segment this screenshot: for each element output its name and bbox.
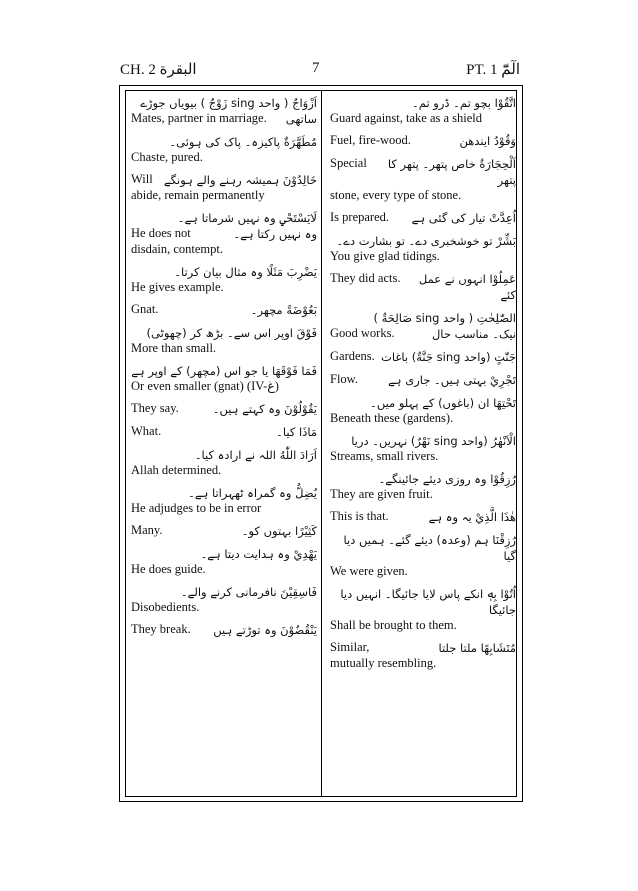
urdu-gloss: ساتھی: [285, 112, 317, 126]
urdu-arabic-term: اَرَادَ اللّٰهُ اللہ نے ارادہ کیا۔: [194, 448, 317, 462]
glossary-entry: [131, 424, 317, 440]
english-meaning: He adjudges to be in error: [131, 501, 262, 515]
english-meaning: Special: [330, 156, 367, 170]
glossary-entry: [131, 302, 317, 318]
glossary-entry: [330, 233, 516, 264]
urdu-arabic-term: عَمِلُوْا انہوں نے عمل کئے: [418, 272, 516, 302]
english-meaning: Will: [131, 172, 153, 186]
english-meaning: Flow.: [330, 372, 359, 386]
urdu-arabic-term: تَجْرِيْ بہتی ہیں۔ جاری ہے: [388, 373, 516, 387]
urdu-arabic-term: وَقُوْدُ ایندھن: [459, 134, 516, 148]
english-meaning-continued: disdain, contempt.: [131, 242, 223, 256]
urdu-arabic-term: رُزِقُوْا وہ روزی دیئے جائینگے۔: [378, 472, 516, 486]
page-header: [120, 60, 520, 82]
urdu-arabic-term: يَضْرِبَ مَثَلًا وہ مثال بیان کرتا۔: [174, 265, 317, 279]
glossary-entry: [330, 586, 516, 633]
glossary-entry: [131, 172, 317, 203]
glossary-entry: [330, 210, 516, 226]
english-meaning: He does not: [131, 226, 191, 240]
urdu-arabic-term: اَلْحِجَارَةُ خاص پتھر۔ پتھر کا پتھر: [387, 157, 516, 187]
glossary-entry: [131, 134, 317, 165]
english-meaning-continued: abide, remain permanently: [131, 188, 265, 202]
english-meaning: Allah determined.: [131, 463, 222, 477]
urdu-arabic-term: يَنْقُضُوْنَ وہ توڑتے ہیں: [213, 623, 317, 637]
english-meaning: Fuel, fire-wood.: [330, 133, 411, 147]
english-meaning: He gives example.: [131, 280, 224, 294]
glossary-entry: [131, 546, 317, 577]
urdu-arabic-term: تَحْتِهَا ان (باغوں) کے پہلو میں۔: [370, 396, 516, 410]
glossary-entry: [330, 509, 516, 525]
glossary-entry: [131, 523, 317, 539]
part-label: PT. 1 الٓمّٓ: [466, 62, 520, 78]
glossary-entry: [330, 95, 516, 126]
english-meaning: Chaste, pured.: [131, 150, 203, 164]
glossary-entry: [330, 372, 516, 388]
glossary-entry: [330, 156, 516, 203]
english-meaning: Disobedients.: [131, 600, 200, 614]
english-meaning: Similar,: [330, 640, 370, 654]
glossary-entry: [131, 210, 317, 257]
english-meaning: He does guide.: [131, 562, 206, 576]
urdu-arabic-term: مَاذَا کیا۔: [276, 425, 317, 439]
english-meaning: Gardens.: [330, 349, 375, 363]
english-meaning: They say.: [131, 401, 179, 415]
english-meaning: Many.: [131, 523, 163, 537]
glossary-entry: [131, 622, 317, 638]
urdu-arabic-term: كَثِيْرًا بہتوں کو۔: [241, 524, 317, 538]
english-meaning: They are given fruit.: [330, 487, 433, 501]
right-glossary-column: [330, 95, 516, 795]
urdu-arabic-term: رُزِقْنَا ہم (وعدہ) دیئے گئے۔ ہمیں دیا گیا: [343, 533, 516, 563]
urdu-arabic-term: اَزْوَاجٌ ( واحد sing زَوْجٌ ) بیویاں جوڑے: [140, 96, 317, 110]
glossary-entry: [330, 310, 516, 342]
english-meaning: What.: [131, 424, 162, 438]
urdu-arabic-term: خَالِدُوْنَ ہمیشہ رہنے والے ہونگے: [163, 173, 317, 187]
english-meaning: They break.: [131, 622, 191, 636]
english-meaning: Mates, partner in marriage.: [131, 111, 267, 125]
urdu-arabic-term: اُعِدَّتْ تیار کی گئی ہے: [411, 211, 516, 225]
english-meaning-continued: stone, every type of stone.: [330, 188, 462, 202]
left-glossary-column: [131, 95, 317, 795]
glossary-entry: [131, 363, 317, 394]
english-meaning: This is that.: [330, 509, 389, 523]
glossary-entry: [330, 532, 516, 579]
glossary-entry: [131, 447, 317, 478]
english-meaning: You give glad tidings.: [330, 249, 440, 263]
english-meaning: More than small.: [131, 341, 217, 355]
english-meaning: Or even smaller (gnat) (IV-غ): [131, 379, 279, 393]
glossary-entry: [131, 325, 317, 356]
glossary-entry: [330, 271, 516, 303]
column-divider: [321, 90, 322, 797]
urdu-arabic-term: بَشِّرْ تو خوشخبری دے۔ تو بشارت دے۔: [336, 234, 516, 248]
urdu-arabic-term: بَعُوْضَةً مچھر۔: [250, 303, 317, 317]
chapter-label: CH. 2 البقرة: [120, 62, 197, 78]
glossary-entry: [131, 401, 317, 417]
urdu-arabic-term: اتَّقُوْا بچو تم۔ ڈرو تم۔: [412, 96, 516, 110]
glossary-entry: [330, 471, 516, 502]
urdu-arabic-term: اُتُوْا بِهٖ انکے پاس لایا جائیگا۔ انہیں دیا جائیگا: [340, 587, 516, 617]
english-meaning: Beneath these (gardens).: [330, 411, 454, 425]
urdu-arabic-term: يَهْدِيْ وہ ہدایت دیتا ہے۔: [200, 547, 317, 561]
english-meaning-continued: mutually resembling.: [330, 656, 437, 670]
english-meaning: Shall be brought to them.: [330, 618, 457, 632]
glossary-entry: [330, 349, 516, 365]
english-meaning: Streams, small rivers.: [330, 449, 439, 463]
urdu-arabic-term: مُتَشَابِهًا ملتا جلتا: [438, 641, 516, 655]
urdu-arabic-term: الصّٰلِحٰتِ ( واحد sing صَالِحَةٌ ): [373, 311, 516, 325]
page-number: 7: [312, 60, 320, 76]
urdu-arabic-term: مُطَهَّرَةٌ پاکیزہ۔ پاک کی ہوئی۔: [169, 135, 317, 149]
glossary-entry: [131, 264, 317, 295]
english-meaning: They did acts.: [330, 271, 401, 285]
glossary-entry: [330, 395, 516, 426]
urdu-arabic-term: يَقُوْلُوْنَ وہ کہتے ہیں۔: [212, 402, 317, 416]
urdu-arabic-term: فَوْقَ اوپر اس سے۔ بڑھ کر (چھوٹی): [146, 326, 317, 340]
glossary-entry: [131, 584, 317, 615]
urdu-arabic-term: فَاسِقِيْنَ نافرمانی کرنے والے۔: [180, 585, 317, 599]
urdu-gloss: وہ نہیں رکتا ہے۔: [233, 227, 317, 241]
urdu-gloss: نیک۔ مناسب حال: [431, 327, 516, 341]
urdu-arabic-term: جَنّٰتٍ (واحد sing جَنَّةٌ) باغات: [381, 350, 516, 364]
english-meaning: Good works.: [330, 326, 395, 340]
urdu-arabic-term: لَايَسْتَحْيٖ وہ نہیں شرماتا ہے۔: [177, 211, 317, 225]
urdu-arabic-term: فَمَا فَوْقَهَا یا جو اس (مچھر) کے اوپر ہے: [131, 364, 317, 378]
english-meaning: Is prepared.: [330, 210, 389, 224]
glossary-entry: [131, 485, 317, 516]
english-meaning: We were given.: [330, 564, 408, 578]
urdu-arabic-term: يُضِلُّ وہ گمراہ ٹھہراتا ہے۔: [188, 486, 317, 500]
urdu-arabic-term: الْاَنْهٰرُ (واحد sing نَهْرٌ) نہریں۔ دریا: [351, 434, 516, 448]
glossary-entry: [330, 640, 516, 671]
english-meaning: Guard against, take as a shield: [330, 111, 483, 125]
glossary-entry: [330, 433, 516, 464]
english-meaning: Gnat.: [131, 302, 159, 316]
urdu-arabic-term: هٰذَا الَّذِيْ یہ وہ ہے: [428, 510, 516, 524]
glossary-entry: [330, 133, 516, 149]
glossary-entry: [131, 95, 317, 127]
